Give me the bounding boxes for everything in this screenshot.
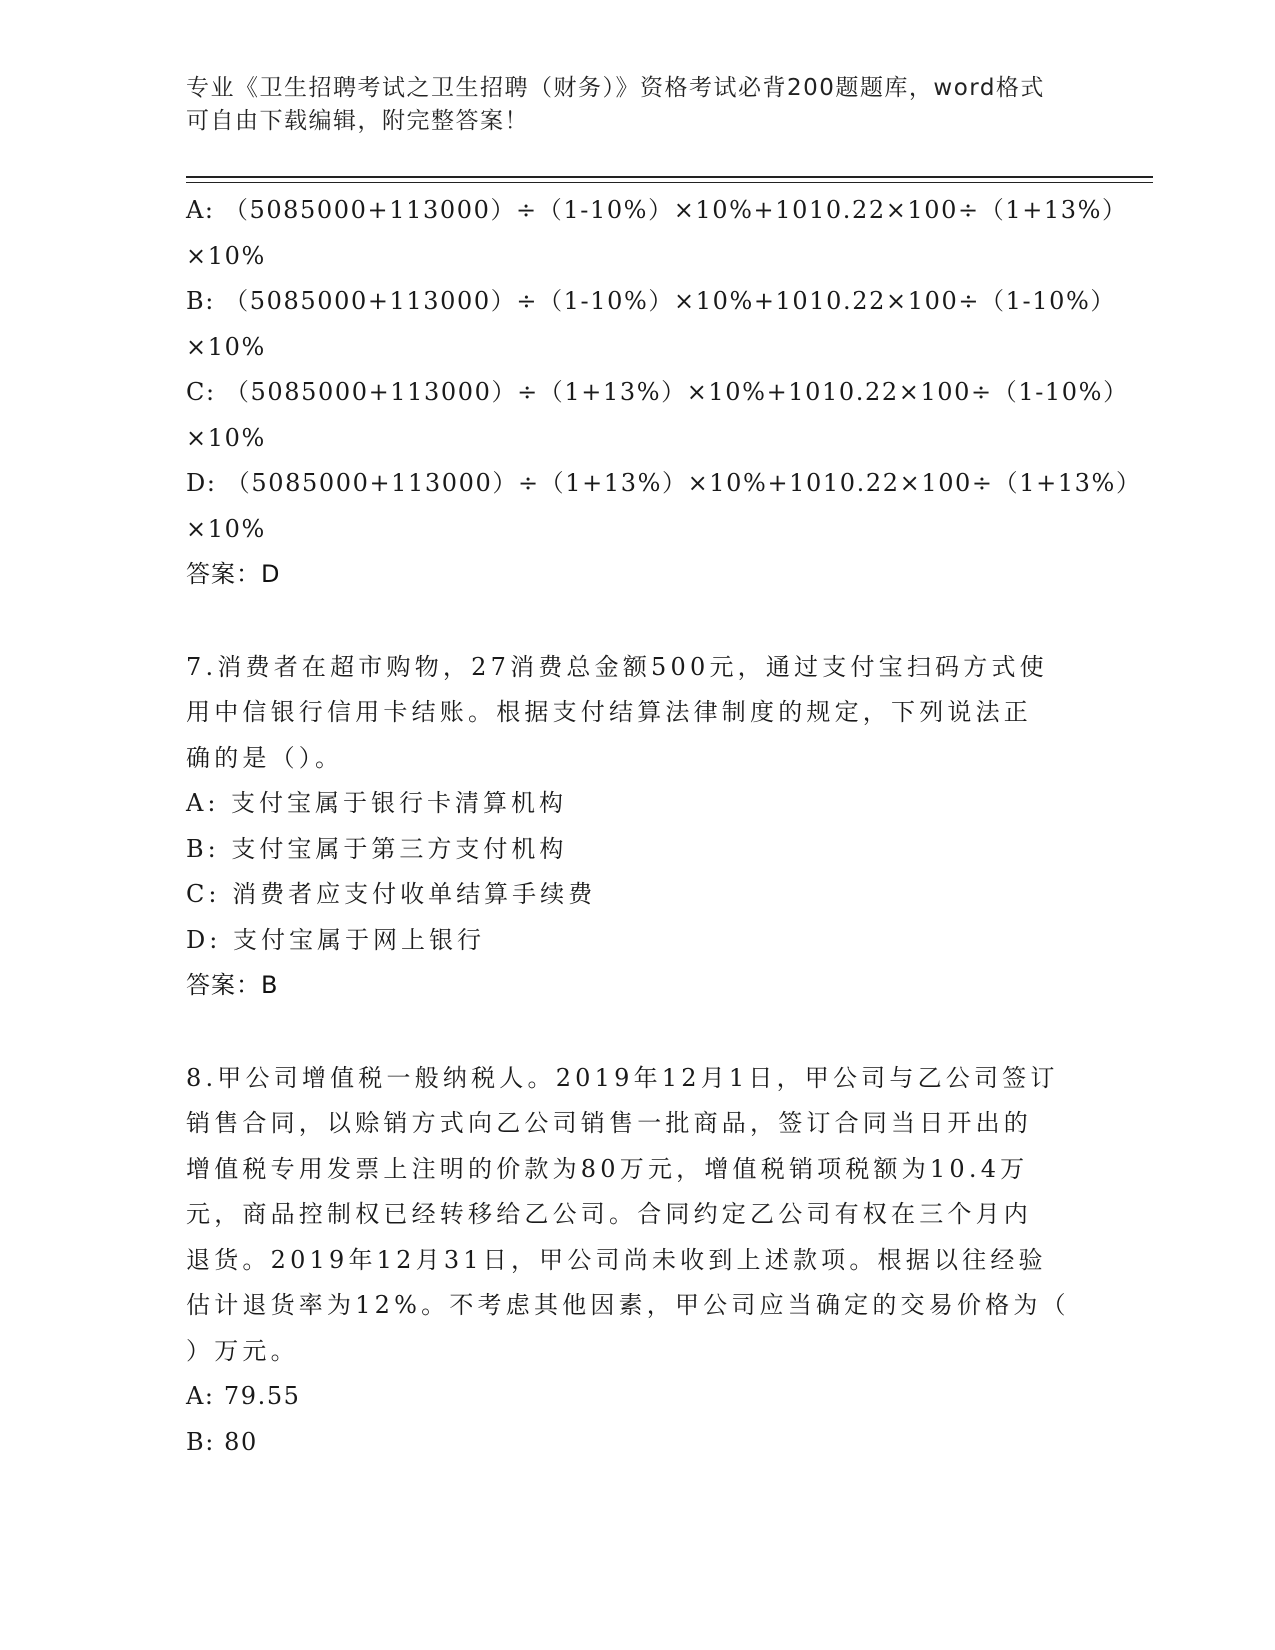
option-a-line-1: A: （5085000+113000）÷（1-10%）×10%+1010.22×100÷（1+13%） xyxy=(186,196,1128,224)
question-stem-line: 增值税专用发票上注明的价款为80万元，增值税销项税额为10.4万 xyxy=(186,1154,1029,1183)
document-body xyxy=(186,188,1142,1465)
header-divider-thin xyxy=(186,182,1153,183)
question-stem-line: 8.甲公司增值税一般纳税人。2019年12月1日，甲公司与乙公司签订 xyxy=(186,1063,1059,1092)
document-header xyxy=(186,72,1066,138)
question-stem-line: ）万元。 xyxy=(186,1336,299,1365)
option-c-line-2: ×10% xyxy=(186,423,266,452)
question-spacer xyxy=(186,1009,1086,1056)
answer-label: 答案：D xyxy=(186,560,281,588)
option-a: A: 支付宝属于银行卡清算机构 xyxy=(186,789,568,817)
question-6-options xyxy=(186,188,1142,598)
question-8 xyxy=(186,1056,1086,1466)
question-spacer xyxy=(186,598,1086,645)
option-a: A: 79.55 xyxy=(186,1382,301,1410)
question-stem-line: 元，商品控制权已经转移给乙公司。合同约定乙公司有权在三个月内 xyxy=(186,1200,1032,1228)
option-a-line-2: ×10% xyxy=(186,241,266,270)
question-stem-line: 估计退货率为12%。不考虑其他因素，甲公司应当确定的交易价格为（ xyxy=(186,1291,1070,1319)
option-d-line-2: ×10% xyxy=(186,514,266,543)
question-stem-line: 用中信银行信用卡结账。根据支付结算法律制度的规定，下列说法正 xyxy=(186,698,1032,726)
option-c: C: 消费者应支付收单结算手续费 xyxy=(186,880,597,908)
question-7 xyxy=(186,645,1086,1009)
answer-label: 答案：B xyxy=(186,971,279,999)
option-b: B: 支付宝属于第三方支付机构 xyxy=(186,834,568,863)
option-b-line-2: ×10% xyxy=(186,332,266,361)
question-stem-line: 退货。2019年12月31日，甲公司尚未收到上述款项。根据以往经验 xyxy=(186,1245,1047,1274)
header-title-line-1: 专业《卫生招聘考试之卫生招聘（财务）》资格考试必背200题题库，word格式 xyxy=(186,75,1045,101)
option-d: D: 支付宝属于网上银行 xyxy=(186,925,485,954)
option-c-line-1: C: （5085000+113000）÷（1+13%）×10%+1010.22×100÷（1-10%） xyxy=(186,378,1129,406)
header-title-line-2: 可自由下载编辑，附完整答案！ xyxy=(186,108,529,134)
question-stem-line: 7.消费者在超市购物，27消费总金额500元，通过支付宝扫码方式使 xyxy=(186,652,1048,681)
question-stem-line: 销售合同，以赊销方式向乙公司销售一批商品，签订合同当日开出的 xyxy=(186,1109,1032,1137)
option-b: B: 80 xyxy=(186,1427,258,1456)
question-stem-line: 确的是（）。 xyxy=(186,743,344,772)
option-d-line-1: D: （5085000+113000）÷（1+13%）×10%+1010.22×100÷（1+13%） xyxy=(186,469,1142,497)
option-b-line-1: B: （5085000+113000）÷（1-10%）×10%+1010.22×100÷（1-10%） xyxy=(186,287,1116,315)
header-divider-thick xyxy=(186,176,1153,178)
